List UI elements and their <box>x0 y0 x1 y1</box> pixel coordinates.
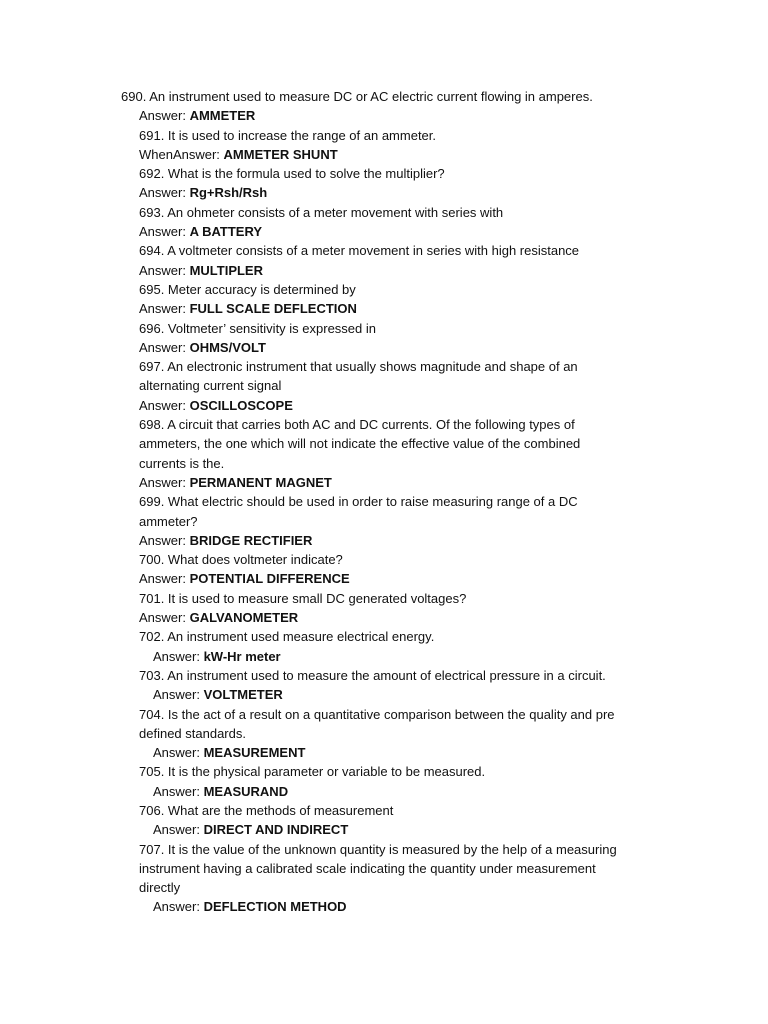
answer-line <box>0 261 768 280</box>
answer-value: OHMS/VOLT <box>189 339 266 355</box>
line-text: Answer: <box>139 571 190 587</box>
answer-value: MULTIPLER <box>189 262 263 278</box>
answer-value: DIRECT AND INDIRECT <box>203 822 349 838</box>
line-text: 703. An instrument used to measure the amount of electrical pressure in a circuit. <box>139 667 606 683</box>
line-text: Answer: <box>139 301 190 317</box>
answer-line <box>0 647 768 666</box>
line-text: 706. What are the methods of measurement <box>139 802 394 818</box>
question-line <box>0 126 768 145</box>
line-text: 698. A circuit that carries both AC and DC currents. Of the following types of <box>139 417 575 433</box>
question-line <box>0 164 768 183</box>
line-text: ammeters, the one which will not indicate the effective value of the combined <box>139 436 581 452</box>
question-line <box>0 415 768 434</box>
answer-value: AMMETER SHUNT <box>223 146 338 162</box>
line-text: Answer: <box>139 224 190 240</box>
line-text: 700. What does voltmeter indicate? <box>139 552 343 568</box>
answer-value: VOLTMETER <box>203 687 283 703</box>
question-line <box>0 203 768 222</box>
question-line <box>0 492 768 511</box>
line-text: 707. It is the value of the unknown quantity is measured by the help of a measuring <box>139 841 617 857</box>
answer-line <box>0 531 768 550</box>
question-line <box>0 589 768 608</box>
line-text: Answer: <box>139 108 190 124</box>
answer-value: OSCILLOSCOPE <box>189 397 293 413</box>
question-line <box>0 627 768 646</box>
line-text: Answer: <box>139 185 190 201</box>
line-text: currents is the. <box>139 455 225 471</box>
line-text: 697. An electronic instrument that usually shows magnitude and shape of an <box>139 359 578 375</box>
line-text: 692. What is the formula used to solve the multiplier? <box>139 166 445 182</box>
answer-line <box>0 183 768 202</box>
answer-line <box>0 743 768 762</box>
line-text: Answer: <box>153 899 204 915</box>
line-text: ammeter? <box>139 513 198 529</box>
question-line <box>0 357 768 376</box>
question-line <box>0 801 768 820</box>
line-text: WhenAnswer: <box>139 146 224 162</box>
question-line <box>0 87 768 106</box>
line-text: Answer: <box>153 648 204 664</box>
question-line <box>0 550 768 569</box>
answer-value: BRIDGE RECTIFIER <box>189 532 313 548</box>
question-line <box>0 705 768 724</box>
line-text: 705. It is the physical parameter or variable to be measured. <box>139 764 486 780</box>
answer-value: AMMETER <box>189 108 256 124</box>
answer-line <box>0 820 768 839</box>
line-text: Answer: <box>153 745 204 761</box>
answer-value: MEASURAND <box>203 783 289 799</box>
question-line <box>0 762 768 781</box>
line-text: Answer: <box>139 262 190 278</box>
line-text: Answer: <box>153 687 204 703</box>
question-line <box>0 878 768 897</box>
line-text: 696. Voltmeter’ sensitivity is expressed in <box>139 320 376 336</box>
line-text: alternating current signal <box>139 378 282 394</box>
answer-line <box>0 106 768 125</box>
line-text: 695. Meter accuracy is determined by <box>139 281 356 297</box>
line-text: 704. Is the act of a result on a quantitative comparison between the quality and pre <box>139 706 615 722</box>
answer-value: FULL SCALE DEFLECTION <box>189 301 357 317</box>
line-text: 694. A voltmeter consists of a meter movement in series with high resistance <box>139 243 580 259</box>
line-text: Answer: <box>139 339 190 355</box>
answer-value: GALVANOMETER <box>189 610 299 626</box>
answer-value: kW-Hr meter <box>203 648 281 664</box>
question-line <box>0 241 768 260</box>
line-text: 691. It is used to increase the range of an ammeter. <box>139 127 437 143</box>
question-line <box>0 319 768 338</box>
answer-line <box>0 473 768 492</box>
answer-line <box>0 569 768 588</box>
line-text: Answer: <box>153 822 204 838</box>
answer-line <box>0 608 768 627</box>
question-line <box>0 454 768 473</box>
answer-line <box>0 685 768 704</box>
answer-line <box>0 145 768 164</box>
question-line <box>0 859 768 878</box>
answer-line <box>0 782 768 801</box>
answer-line <box>0 222 768 241</box>
answer-value: A BATTERY <box>189 224 263 240</box>
line-text: directly <box>139 880 181 896</box>
line-text: 690. An instrument used to measure DC or AC electric current flowing in amperes. <box>121 89 593 104</box>
qa-text-block <box>0 87 768 917</box>
question-line <box>0 840 768 859</box>
line-text: Answer: <box>139 474 190 490</box>
line-text: 693. An ohmeter consists of a meter movement with series with <box>139 204 504 220</box>
question-line <box>0 434 768 453</box>
line-text: instrument having a calibrated scale indicating the quantity under measurement <box>139 860 596 876</box>
answer-line <box>0 396 768 415</box>
line-text: defined standards. <box>139 725 246 741</box>
line-text: 702. An instrument used measure electrical energy. <box>139 629 435 645</box>
line-text: Answer: <box>139 397 190 413</box>
answer-value: PERMANENT MAGNET <box>189 474 332 490</box>
line-text: Answer: <box>153 783 204 799</box>
question-line <box>0 666 768 685</box>
line-text: Answer: <box>139 610 190 626</box>
question-line <box>0 280 768 299</box>
line-text: 701. It is used to measure small DC generated voltages? <box>139 590 467 606</box>
answer-line <box>0 897 768 916</box>
answer-value: DEFLECTION METHOD <box>203 899 347 915</box>
answer-value: POTENTIAL DIFFERENCE <box>189 571 350 587</box>
line-text: Answer: <box>139 532 190 548</box>
question-line <box>0 512 768 531</box>
answer-line <box>0 338 768 357</box>
answer-value: MEASUREMENT <box>203 745 306 761</box>
answer-value: Rg+Rsh/Rsh <box>189 185 268 201</box>
question-line <box>0 376 768 395</box>
question-line <box>0 724 768 743</box>
line-text: 699. What electric should be used in order to raise measuring range of a DC <box>139 494 578 510</box>
answer-line <box>0 299 768 318</box>
